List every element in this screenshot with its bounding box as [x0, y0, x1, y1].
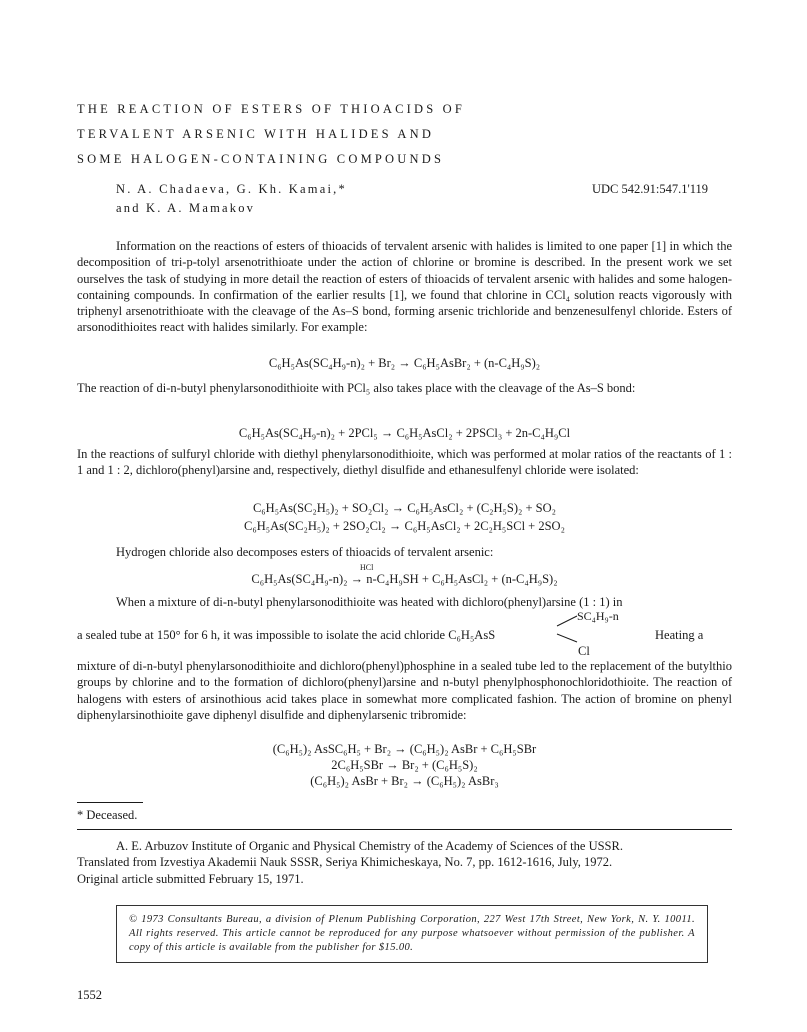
acid-chloride-substituent-top: SC₄H₉-n	[577, 609, 619, 623]
paragraph-hcl: Hydrogen chloride also decomposes esters of thioacids of tervalent arsenic:	[116, 545, 494, 559]
affiliation-line-2: Translated from Izvestiya Akademii Nauk SSSR, Seriya Khimicheskaya, No. 7, pp. 1612-1616, July, 1972.	[77, 855, 613, 870]
equation-5a: (C₆H₅)₂ AsSC₆H₅ + Br₂ → (C₆H₅)₂ AsBr + C₆H₅SBr	[272, 742, 537, 756]
udc-code: UDC 542.91:547.1'119	[592, 182, 709, 196]
title-line-2: TERVALENT ARSENIC WITH HALIDES AND	[77, 127, 435, 141]
footnote: * Deceased.	[77, 808, 138, 822]
paragraph-intro: Information on the reactions of esters of thioacids of tervalent arsenic with halides is limited to one paper [1] in which the decomposition of tri-p-tolyl arsenotrithioate under the action of chlorine or bromine is described. In the present work we set ourselves the task of studying in more detail the reaction of esters of thioacids of tervalent arsenic with halides and some halogen-containing compounds. In confirmation of the earlier results [1], we found that chlorine in CCl₄ solution reacts vigorously with triphenyl arsenotrithioate with the cleavage of the As–S bond, forming arsenic trichloride and benzenesulfenyl chloride. Esters of arsonodithioites react with halides similarly. For example:	[77, 239, 732, 335]
affiliation-line-3: Original article submitted February 15, 1971.	[77, 871, 304, 886]
equation-3a: C₆H₅As(SC₂H₅)₂ + SO₂Cl₂ → C₆H₅AsCl₂ + (C₂H₅S)₂ + SO₂	[252, 501, 557, 515]
equation-4: C₆H₅As(SC₄H₉-n)₂ → n-C₄H₉SH + C₆H₅AsCl₂ + (n-C₄H₉S)₂	[251, 572, 558, 586]
title-line-1: THE REACTION OF ESTERS OF THIOACIDS OF	[77, 102, 466, 116]
paragraph-sulfuryl: In the reactions of sulfuryl chloride with diethyl phenylarsonodithioite, which was performed at molar ratios of the reactants of 1 : 1 and 1 : 2, dichloro(phenyl)arsine and, respectively, diethyl disulfide and ethanesulfenyl chloride were isolated:	[77, 447, 732, 478]
paragraph-mixture-line1: When a mixture of di-n-butyl phenylarsonodithioite was heated with dichloro(phenyl)arsine (1 : 1) in	[116, 595, 623, 609]
title-line-3: SOME HALOGEN-CONTAINING COMPOUNDS	[77, 152, 445, 166]
equation-4-catalyst: HCl	[360, 563, 374, 572]
affiliation-line-1: A. E. Arbuzov Institute of Organic and Physical Chemistry of the Academy of Sciences of the USSR.	[116, 839, 623, 853]
copyright-notice: © 1973 Consultants Bureau, a division of Plenum Publishing Corporation, 227 West 17th Street, New York, N. Y. 10011. All rights reserved. This article cannot be reproduced for any purpose whatsoever without permission of the publisher. A copy of this article is available from the publisher for $15.00.	[129, 914, 695, 953]
heating-text: Heating a	[655, 628, 704, 642]
paragraph-pcl5: The reaction of di-n-butyl phenylarsonodithioite with PCl₅ also takes place with the cleavage of the As–S bond:	[77, 381, 636, 395]
equation-1: C₆H₅As(SC₄H₉-n)₂ + Br₂ → C₆H₅AsBr₂ + (n-C₄H₉S)₂	[268, 356, 541, 370]
affiliation-divider	[77, 829, 732, 830]
equation-2: C₆H₅As(SC₄H₉-n)₂ + 2PCl₅ → C₆H₅AsCl₂ + 2PSCl₃ + 2n-C₄H₉Cl	[238, 426, 571, 440]
copyright-box	[116, 905, 708, 963]
footnote-divider	[77, 802, 143, 803]
affiliation-block	[77, 838, 732, 887]
article-title	[77, 97, 757, 172]
page-number: 1552	[77, 988, 102, 1002]
paragraph-mixture-line2: a sealed tube at 150° for 6 h, it was impossible to isolate the acid chloride C₆H₅AsS	[77, 628, 496, 642]
equation-5b: 2C₆H₅SBr → Br₂ + (C₆H₅S)₂	[331, 758, 478, 772]
paragraph-mixture-rest: mixture of di-n-butyl phenylarsonodithioite and dichloro(phenyl)phosphine in a sealed tube led to the replacement of the butylthio groups by chlorine and to the formation of dichloro(phenyl)arsine and n-butyl phenylphosphonochloridothioite. The reaction of halogens with esters of arsinothious acid takes place in somewhat more complicated fashion. The action of bromine on phenyl diphenylarsinothioite gave diphenyl disulfide and diphenylarsenic tribromide:	[77, 659, 732, 722]
authors-line-1: N. A. Chadaeva, G. Kh. Kamai,*	[116, 182, 347, 196]
equation-3b: C₆H₅As(SC₂H₅)₂ + 2SO₂Cl₂ → C₆H₅AsCl₂ + 2C₂H₅SCl + 2SO₂	[244, 519, 565, 533]
acid-chloride-substituent-bottom: Cl	[578, 644, 590, 658]
equation-5c: (C₆H₅)₂ AsBr + Br₂ → (C₆H₅)₂ AsBr₃	[310, 774, 499, 788]
authors-line-2: and K. A. Mamakov	[116, 201, 256, 215]
